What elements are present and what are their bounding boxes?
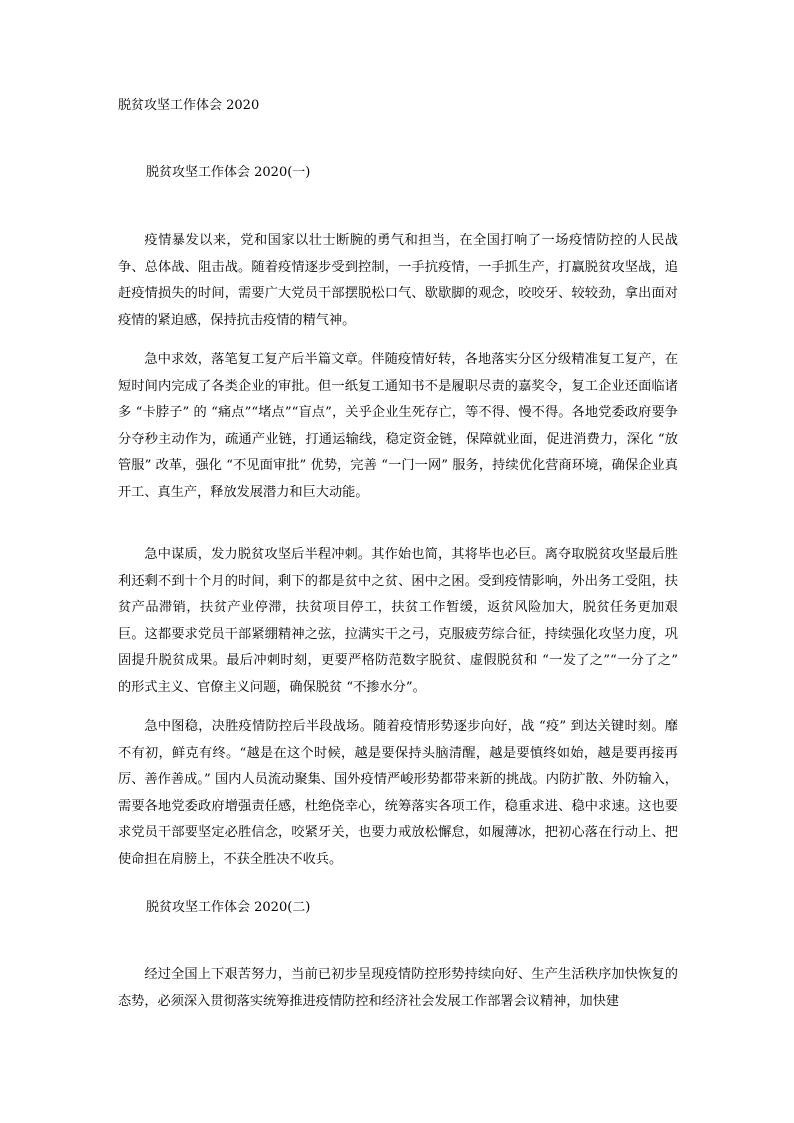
paragraph-2: 急中求效，落笔复工复产后半篇文章。伴随疫情好转，各地落实分区分级精准复工复产，在短时间内完成了各类企业的审批。但一纸复工通知书不是履职尽责的嘉奖令，复工企业还面临诸多 “卡脖子” 的 “痛点”“堵点”“盲点”，关乎企业生死存亡，等不得、慢不得。各地党委政府要争分夺秒主动作为，疏通产业链，打通运输线，稳定资金链，保障就业面，促进消费力，深化 “放管服” 改革，强化 “不见面审批” 优势，完善 “一门一网” 服务，持续优化营商环境，确保企业真开工、真生产，释放发展潜力和巨大动能。 xyxy=(118,352,678,500)
paragraph-1: 疫情暴发以来，党和国家以壮士断腕的勇气和担当，在全国打响了一场疫情防控的人民战争、总体战、阻击战。随着疫情逐步受到控制，一手抗疫情，一手抓生产，打赢脱贫攻坚战，追赶疫情损失的时间，需要广大党员干部摆脱松口气、歇歇脚的观念，咬咬牙、较较劲，拿出面对疫情的紧迫感，保持抗击疫情的精气神。 xyxy=(118,233,678,328)
paragraph-3: 急中谋质，发力脱贫攻坚后半程冲刺。其作始也简，其将毕也必巨。离夺取脱贫攻坚最后胜利还剩不到十个月的时间，剩下的都是贫中之贫、困中之困。受到疫情影响，外出务工受阻，扶贫产品滞销，扶贫产业停滞，扶贫项目停工，扶贫工作暂缓，返贫风险加大，脱贫任务更加艰巨。这都要求党员干部紧绷精神之弦，拉满实干之弓，克服疲劳综合征，持续强化攻坚力度，巩固提升脱贫成果。最后冲刺时刻，更要严格防范数字脱贫、虚假脱贫和 “一发了之”“一分了之” 的形式主义、官僚主义问题，确保脱贫 “不掺水分”。 xyxy=(118,547,678,695)
document-title: 脱贫攻坚工作体会 2020 xyxy=(118,98,260,113)
section-heading-1: 脱贫攻坚工作体会 2020(一) xyxy=(146,165,311,180)
paragraph-4: 急中图稳，决胜疫情防控后半段战场。随着疫情形势逐步向好，战 “疫” 到达关键时刻。靡不有初，鲜克有终。“越是在这个时候，越是要保持头脑清醒，越是要慎终如始，越是要再接再厉、善作善成。” 国内人员流动聚集、国外疫情严峻形势都带来新的挑战。内防扩散、外防输入，需要各地党委政府增强责任感，杜绝侥幸心，统筹落实各项工作，稳重求进、稳中求速。这也要求党员干部要坚定必胜信念，咬紧牙关，也要力戒放松懈怠，如履薄冰，把初心落在行动上、把使命担在肩膀上，不获全胜决不收兵。 xyxy=(118,719,678,867)
paragraph-5: 经过全国上下艰苦努力，当前已初步呈现疫情防控形势持续向好、生产生活秩序加快恢复的态势，必须深入贯彻落实统筹推进疫情防控和经济社会发展工作部署会议精神，加快建 xyxy=(118,967,678,1009)
section-heading-2: 脱贫攻坚工作体会 2020(二) xyxy=(146,900,311,915)
